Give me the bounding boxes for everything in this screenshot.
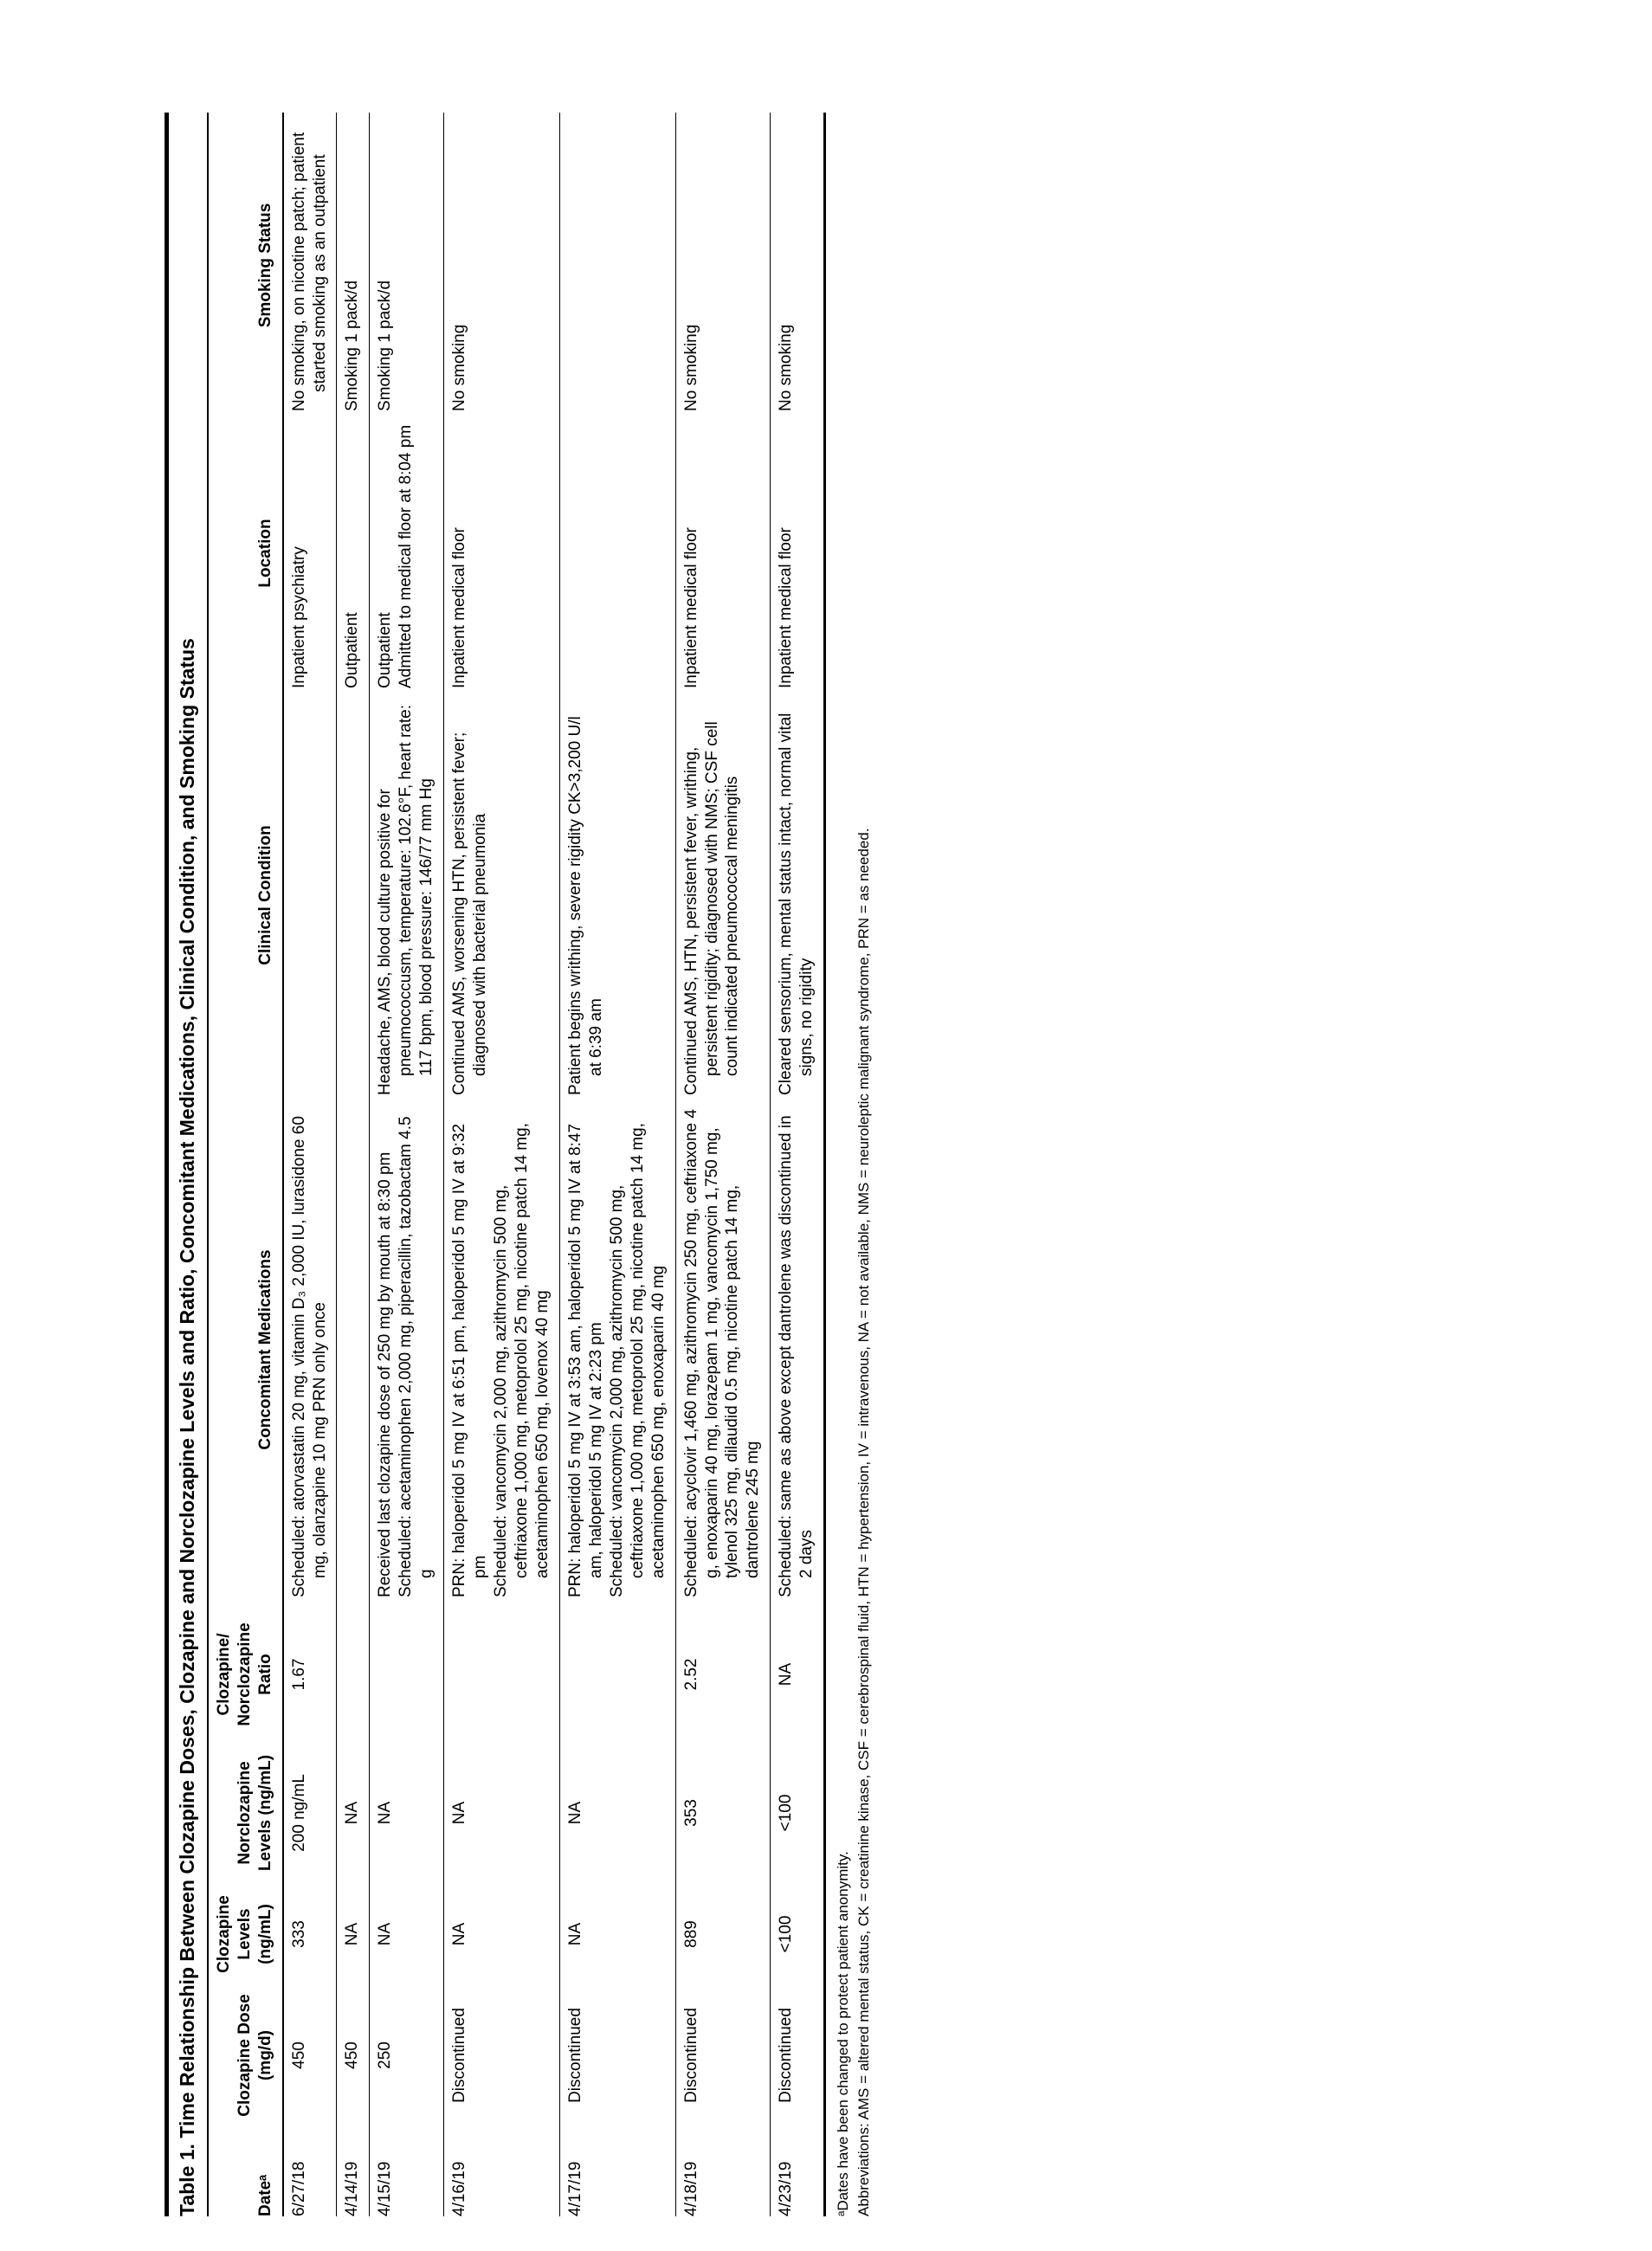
cell-ratio [337,1597,370,1745]
cell-clozapine-dose: Discontinued [771,1987,825,2117]
cell-clozapine-dose: Discontinued [675,1987,771,2117]
cell-concomitant-medications [444,1095,560,1597]
header-row [209,113,283,2216]
location-entry: Inpatient psychiatry [289,546,308,688]
smoking-entry: No smoking, on nicotine patch; patient started smoking as an outpatient [289,132,329,411]
cell-norclozapine-level: 353 [675,1745,771,1874]
cell-concomitant-medications [559,1095,675,1597]
cell-clinical-condition [675,688,771,1095]
cell-date: 4/18/19 [675,2117,771,2216]
smoking-entry: No smoking [681,324,700,411]
column-header-clozapine-dose: Clozapine Dose (mg/d) [209,1987,283,2117]
cell-date: 4/14/19 [337,2117,370,2216]
cell-norclozapine-level: 200 ng/mL [283,1745,337,1874]
medication-entry: PRN: haloperidol 5 mg IV at 3:53 am, haloperidol 5 mg IV at 8:47 am, haloperidol 5 mg IV at 2:23 pm [565,1123,605,1597]
smoking-entry: Smoking 1 pack/d [376,280,395,411]
cell-clozapine-level: 889 [675,1874,771,1987]
cell-norclozapine-level: NA [559,1745,675,1874]
cell-concomitant-medications [283,1095,337,1597]
cell-clozapine-dose: 450 [283,1987,337,2117]
cell-clozapine-level: NA [370,1874,444,1987]
cell-location [337,411,370,688]
cell-smoking-status [370,113,444,411]
column-header-date: Dateᵃ [209,2117,283,2216]
cell-clozapine-dose: 450 [337,1987,370,2117]
cell-location [444,411,560,688]
medication-entry: Scheduled: vancomycin 2,000 mg, azithromycin 500 mg, ceftriaxone 1,000 mg, metoprolol 25 mg, nicotine patch 14 mg, acetaminophen 650 mg, enoxaparin 40 mg [607,1123,668,1597]
clinical-entry: Continued AMS, worsening HTN, persistent fever; diagnosed with bacterial pneumonia [450,732,490,1095]
column-header-location: Location [209,411,283,688]
cell-smoking-status [771,113,825,411]
clinical-entry: Patient begins writhing, severe rigidity CK>3,200 U/l at 6:39 am [565,716,605,1095]
location-entry: Inpatient medical floor [777,527,796,688]
cell-concomitant-medications [337,1095,370,1597]
medication-entry: Scheduled: vancomycin 2,000 mg, azithromycin 500 mg, ceftriaxone 1,000 mg, metoprolol 25 mg, nicotine patch 14 mg, acetaminophen 650 mg, lovenox 40 mg [492,1123,552,1597]
clinical-entry: Continued AMS, HTN, persistent fever, writhing, persistent rigidity; diagnosed with NMS; CSF cell count indicated pneumococcal meningitis [681,721,742,1095]
cell-date: 4/17/19 [559,2117,675,2216]
cell-smoking-status [337,113,370,411]
cell-ratio [370,1597,444,1745]
cell-norclozapine-level: NA [444,1745,560,1874]
smoking-entry: No smoking [450,324,469,411]
cell-clozapine-dose: Discontinued [559,1987,675,2117]
cell-location [370,411,444,688]
table-container [0,113,874,2251]
location-entry: Inpatient medical floor [450,527,469,688]
footnote-abbreviations: Abbreviations: AMS = altered mental status, CK = creatinine kinase, CSF = cerebrospinal fluid, HTN = hypertension, IV = intravenous, NA = not available, NMS = neuroleptic malignant syndrome, PRN = as needed. [855,828,873,2216]
cell-norclozapine-level: NA [337,1745,370,1874]
table-title: Table 1. Time Relationship Between Clozapine Doses, Clozapine and Norclozapine Levels and Ratio, Concomitant Medications, Clinical Condition, and Smoking Status [165,113,209,2216]
column-header-norclozapine-levels: Norclozapine Levels (ng/mL) [209,1745,283,1874]
cell-concomitant-medications [370,1095,444,1597]
cell-smoking-status [444,113,560,411]
column-header-concomitant-medications: Concomitant Medications [209,1095,283,1597]
medication-entry: Scheduled: same as above except dantrolene was discontinued in 2 days [777,1115,816,1597]
cell-clozapine-dose: 250 [370,1987,444,2117]
cell-ratio: NA [771,1597,825,1745]
cell-location [771,411,825,688]
table-row [559,113,675,2216]
smoking-entry: No smoking [777,324,796,411]
medication-entry: Scheduled: acyclovir 1,460 mg, azithromycin 250 mg, ceftriaxone 4 g, enoxaparin 40 mg, lorazepam 1 mg, vancomycin 1,750 mg, tylenol 325 mg, dilaudid 0.5 mg, nicotine patch 14 mg, dantrolene 245 mg [681,1109,763,1597]
column-header-clinical-condition: Clinical Condition [209,688,283,1095]
cell-clinical-condition [559,688,675,1095]
clinical-entry: Cleared sensorium, mental status intact, normal vital signs, no rigidity [777,713,816,1095]
cell-clinical-condition [337,688,370,1095]
cell-ratio [559,1597,675,1745]
table-row [337,113,370,2216]
cell-clinical-condition [370,688,444,1095]
column-header-ratio: Clozapine/ Norclozapine Ratio [209,1597,283,1745]
clozapine-timeline-table [209,113,826,2216]
cell-clozapine-level: 333 [283,1874,337,1987]
location-entry: Inpatient medical floor [681,527,700,688]
cell-location [559,411,675,688]
clinical-entry: Headache, AMS, blood culture positive for pneumococcusm, temperature: 102.6°F, heart rate: 117 bpm, blood pressure: 146/77 mm Hg [376,705,436,1095]
cell-clozapine-dose: Discontinued [444,1987,560,2117]
cell-clinical-condition [444,688,560,1095]
table-row [444,113,560,2216]
cell-location [675,411,771,688]
cell-concomitant-medications [675,1095,771,1597]
cell-clinical-condition [283,688,337,1095]
location-entry: Outpatient [376,612,395,688]
table-row [283,113,337,2216]
cell-norclozapine-level: NA [370,1745,444,1874]
cell-smoking-status [675,113,771,411]
cell-smoking-status [559,113,675,411]
cell-clinical-condition [771,688,825,1095]
cell-date: 4/16/19 [444,2117,560,2216]
table-row [771,113,825,2216]
table-footnotes [826,113,874,2216]
cell-norclozapine-level: <100 [771,1745,825,1874]
medication-entry: PRN: haloperidol 5 mg IV at 6:51 pm, haloperidol 5 mg IV at 9:32 pm [450,1123,490,1597]
cell-clozapine-level: NA [337,1874,370,1987]
cell-clozapine-level: NA [444,1874,560,1987]
cell-date: 6/27/18 [283,2117,337,2216]
cell-date: 4/23/19 [771,2117,825,2216]
table-row [675,113,771,2216]
cell-smoking-status [283,113,337,411]
medication-entry: Scheduled: atorvastatin 20 mg, vitamin D₃ 2,000 IU, lurasidone 60 mg, olanzapine 10 mg PRN only once [289,1116,329,1597]
cell-clozapine-level: <100 [771,1874,825,1987]
cell-concomitant-medications [771,1095,825,1597]
cell-ratio [444,1597,560,1745]
footnote-date-anonymity: ᵃDates have been changed to protect patient anonymity. [835,1851,852,2216]
table-row [370,113,444,2216]
location-entry: Outpatient [343,612,362,688]
cell-date: 4/15/19 [370,2117,444,2216]
column-header-clozapine-levels: Clozapine Levels (ng/mL) [209,1874,283,1987]
cell-location [283,411,337,688]
medication-entry: Scheduled: acetaminophen 2,000 mg, piperacillin, tazobactam 4.5 g [397,1116,436,1597]
location-entry: Admitted to medical floor at 8:04 pm [397,424,416,688]
cell-ratio: 2.52 [675,1597,771,1745]
cell-ratio: 1.67 [283,1597,337,1745]
cell-clozapine-level: NA [559,1874,675,1987]
medication-entry: Received last clozapine dose of 250 mg by mouth at 8:30 pm [376,1151,395,1597]
smoking-entry: Smoking 1 pack/d [343,280,362,411]
column-header-smoking-status: Smoking Status [209,113,283,411]
